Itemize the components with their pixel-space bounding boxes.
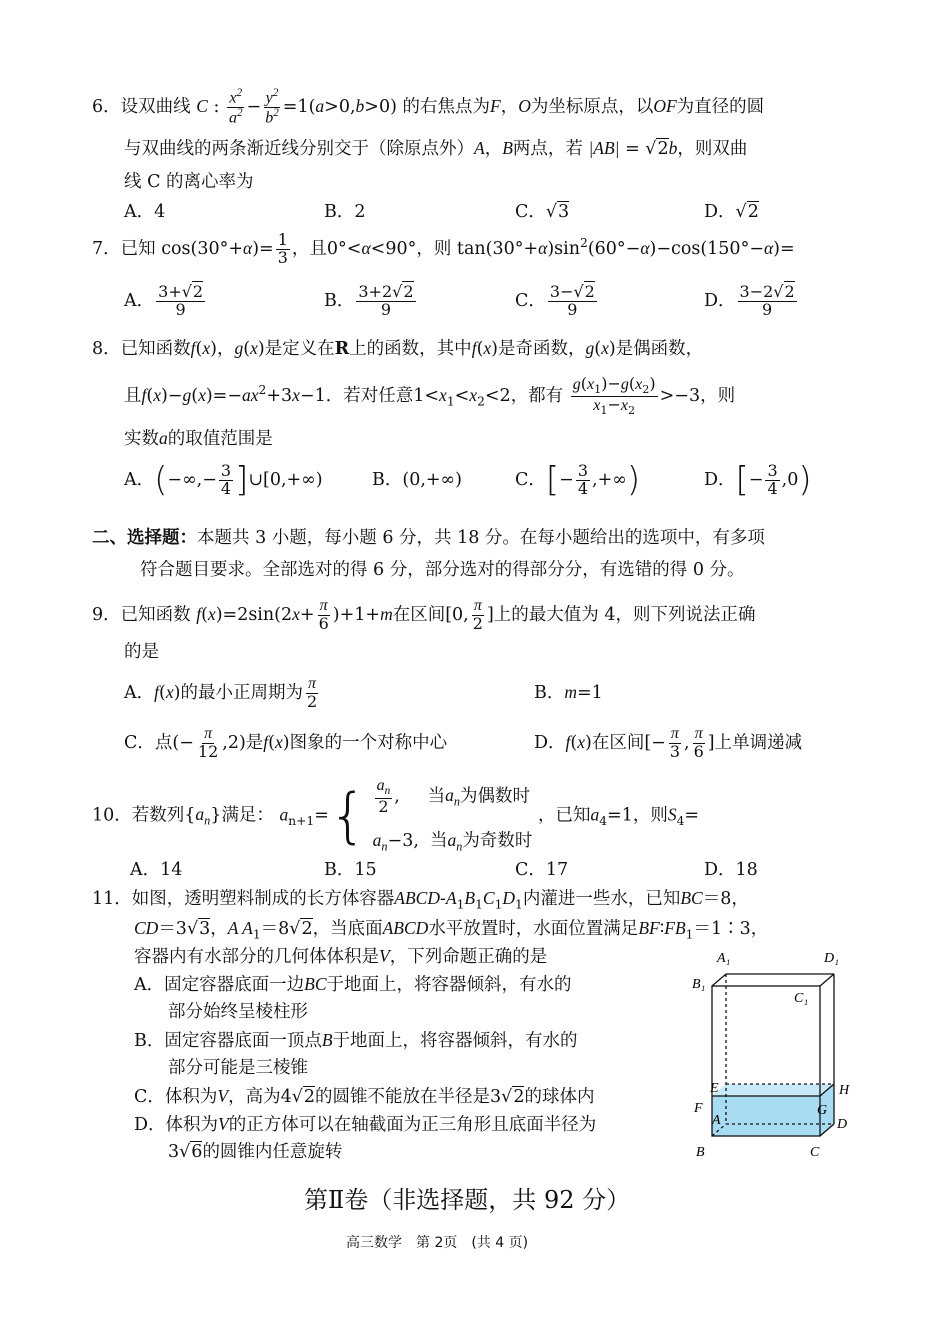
- q9-option-d: D．f(x)在区间[− $\frac{\pi}{3}$ , $\frac{\pi}{6}$ ]上单调递减: [534, 725, 803, 761]
- label-h: H: [839, 1083, 850, 1098]
- q8-option-a: A．(−∞,− $\frac{3}{4}$ ]∪[0,+∞): [124, 460, 323, 500]
- q10-option-a: A．14: [130, 860, 183, 880]
- q9-line1: 9．已知函数 f(x)=2sin(2x+ $\frac{\pi}{6}$ )+1+m在区间[0, $\frac{\pi}{2}$ ]上的最大值为 4，则下列说法正确: [92, 597, 756, 633]
- page-footer: 高三数学 第 2页 (共 4 页): [346, 1235, 529, 1251]
- q10-option-c: C．17: [515, 860, 569, 880]
- label-b1: B₁: [692, 977, 706, 992]
- q9-option-b: B．m=1: [534, 682, 603, 703]
- q7-line1: 7．已知 cos(30°+α)= $\frac{1}{3}$ ，且0°<α<90°，则 $\tan(30^\circ+\alpha)\sin^2(60^\circ-\alpha)-\cos(150^\circ-\alpha)=$: [92, 230, 795, 267]
- q8-option-b: B．(0,+∞): [372, 470, 462, 490]
- q11-option-b-line2: 部分可能是三棱锥: [168, 1058, 308, 1078]
- q6-line3: 线 C 的离心率为: [124, 172, 254, 192]
- q11-line3: 容器内有水部分的几何体体积是V，下列命题正确的是: [134, 946, 548, 967]
- q6-line2: 与双曲线的两条渐近线分别交于（除原点外）A，B两点，若 |AB| = √2b，则双曲: [124, 138, 748, 159]
- q8-option-d: D．[− $\frac{3}{4}$ ,0): [704, 460, 812, 500]
- q10-option-b: B．15: [324, 860, 377, 880]
- q11-option-d-line2: 3√6的圆锥内任意旋转: [168, 1142, 343, 1162]
- label-e: E: [710, 1081, 719, 1096]
- q11-line1: 11．如图，透明塑料制成的长方体容器ABCD-$A_1B_1C_1D_1$内灌进一些水，已知BC＝8，: [92, 888, 749, 912]
- label-f: F: [694, 1101, 703, 1116]
- label-g: G: [817, 1103, 828, 1118]
- label-c1: C₁: [794, 991, 809, 1006]
- q6-option-b: B．2: [324, 202, 366, 222]
- q10-option-d: D．18: [704, 860, 758, 880]
- q6-line1: 6．设双曲线 C : $\frac{x^2}{a^2}$ − $\frac{y^2}{b^2}$ =1(a>0,b>0) 的右焦点为F，O为坐标原点，以OF为直径的圆: [92, 87, 765, 127]
- q6-option-c: C．√3: [515, 202, 570, 222]
- q8-line1: 8．已知函数f(x)，g(x)是定义在R上的函数，其中f(x)是奇函数，g(x)是偶函数，: [92, 338, 704, 359]
- section2-line1: 二、选择题：本题共 3 小题，每小题 6 分，共 18 分。在每小题给出的选项中，有多项: [92, 528, 765, 548]
- water-top-face: [712, 1084, 834, 1096]
- q7-option-a: A． $\frac{3+√2}{9}$: [124, 282, 204, 319]
- q11-line2: CD＝3√3，A $A_1=8√2$，当底面ABCD水平放置时，水面位置满足$BF∶FB_1=1∶3$，: [134, 918, 769, 942]
- section2-title: 二、选择题：: [92, 528, 197, 548]
- label-a1: A₁: [717, 951, 731, 966]
- section2-line2: 符合题目要求。全部选对的得 6 分，部分选对的得部分分，有选错的得 0 分。: [140, 560, 745, 580]
- q7-option-c: C． $\frac{3-√2}{9}$: [515, 282, 595, 319]
- q8-line2: 且$f(x)-g(x)=-ax^2+3x-1$．若对任意$1<x_1<x_2<2$，都有 $\frac{g(x_1)-g(x_2)}{x_1-x_2}$ >−3，则: [124, 374, 736, 418]
- q10-line1: 10．若数列$\{a_n\}$满足： $a_{n+1}=${ $\frac{a_n}{2}$ , 当$a_n$为偶数时 $a_n-3$, 当$a_n$为奇数时 ，已知$a_4=1$，则$S_4=$: [92, 777, 700, 854]
- label-d1: D₁: [824, 951, 839, 966]
- q11-option-d-line1: D．体积为V的正方体可以在轴截面为正三角形且底面半径为: [134, 1114, 597, 1135]
- label-d: D: [837, 1117, 848, 1132]
- q11-option-b-line1: B．固定容器底面一顶点B于地面上，将容器倾斜，有水的: [134, 1030, 578, 1051]
- q8-option-c: C．[− $\frac{3}{4}$ ,+∞): [515, 460, 641, 500]
- q6-option-d: D．√2: [704, 202, 759, 222]
- q9-option-a: A．f(x)的最小正周期为 $\frac{\pi}{2}$: [124, 675, 318, 711]
- q9-line2: 的是: [124, 642, 159, 662]
- label-a: A: [712, 1113, 721, 1128]
- container-figure: [690, 948, 860, 1168]
- q8-line3: 实数a的取值范围是: [124, 428, 273, 449]
- label-c: C: [810, 1145, 820, 1160]
- q11-option-a-line1: A．固定容器底面一边BC于地面上，将容器倾斜，有水的: [134, 974, 572, 995]
- q7-option-b: B． $\frac{3+2√2}{9}$: [324, 282, 414, 319]
- part2-heading: 第Ⅱ卷（非选择题，共 92 分）: [304, 1186, 631, 1214]
- q11-option-c: C．体积为V，高为4√2的圆锥不能放在半径是3√2的球体内: [134, 1086, 595, 1107]
- q7-option-d: D． $\frac{3-2√2}{9}$: [704, 282, 795, 319]
- q9-option-c: C．点(− $\frac{\pi}{12}$ ,2)是f(x)图象的一个对称中心: [124, 725, 448, 761]
- label-b: B: [696, 1145, 705, 1160]
- q11-option-a-line2: 部分始终呈棱柱形: [168, 1002, 308, 1022]
- q6-option-a: A．4: [124, 202, 166, 222]
